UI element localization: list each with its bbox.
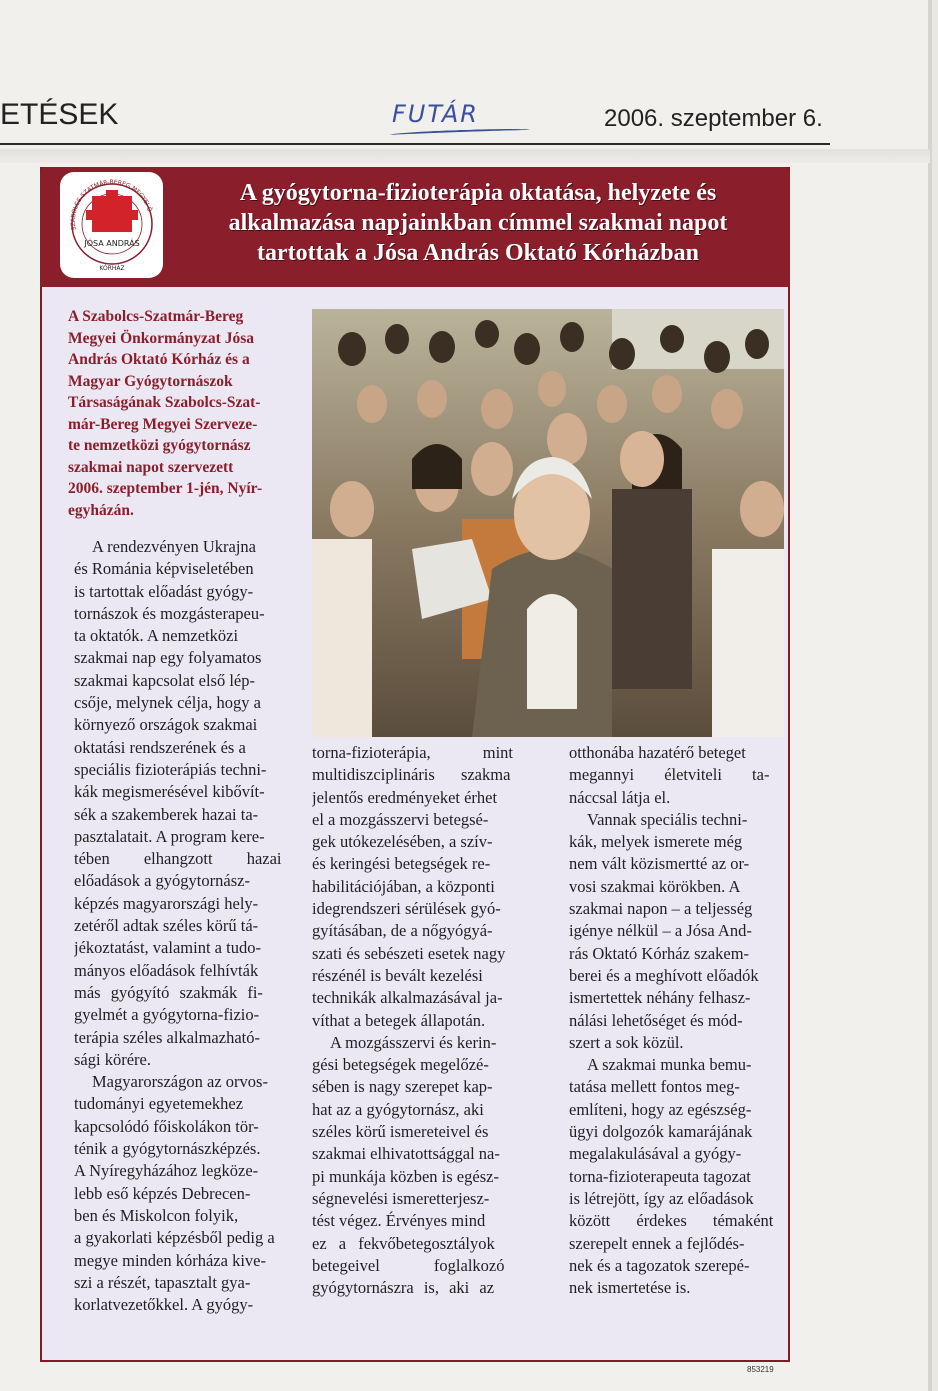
text-line: betegeivel foglalkozó (312, 1255, 505, 1275)
article-headline (172, 178, 784, 268)
text-line: gyógytornászra is, aki az (312, 1278, 495, 1298)
text-line: gési betegségek megelőzé- (312, 1055, 489, 1075)
text-line: sék a szakemberek hazai ta- (74, 804, 259, 824)
text-line: ténik a gyógytornászképzés. (74, 1139, 261, 1159)
text-line: széles körű ismereteivel és (312, 1122, 489, 1142)
text-line: és keringési betegségek re- (312, 854, 491, 874)
text-line: között érdekes témaként (569, 1211, 774, 1231)
text-line: és Románia képviseletében (74, 559, 254, 579)
lead-line: szakmai napot szervezett (68, 458, 234, 476)
text-line: habilitációjában, a központi (312, 876, 495, 896)
logo-name: JÓSA ANDRÁS (84, 239, 140, 248)
text-line: említeni, hogy az egészség- (569, 1099, 752, 1119)
text-line: szakmai kapcsolat első lép- (74, 670, 255, 690)
text-line: nem vált közismertté az or- (569, 854, 750, 874)
text-line: A szakmai munka bemu- (587, 1055, 752, 1075)
text-line: otthonába hazatérő beteget (569, 743, 746, 762)
text-line: tést végez. Érvényes mind (312, 1211, 486, 1231)
text-line: ügyi dolgozók kamarájának (569, 1122, 753, 1142)
lead-line: A Szabolcs-Szatmár-Bereg (68, 308, 244, 325)
text-line: szakmai nap egy folyamatos (74, 648, 262, 668)
text-line: torna-fizioterapeuta tagozat (569, 1166, 751, 1186)
text-line: hat az a gyógytornász, aki (312, 1099, 484, 1119)
text-line: pasztalatait. A program kere- (74, 826, 265, 846)
text-line: berei és a meghívott előadók (569, 965, 759, 985)
text-line: szerepelt ennek a fejlődés- (569, 1233, 745, 1253)
text-line: Vannak speciális techni- (587, 809, 748, 829)
text-line: Magyarországon az orvos- (92, 1072, 268, 1092)
lead-line: Magyar Gyógytornászok (68, 372, 233, 390)
text-line: idegrendszeri sérülések gyó- (312, 899, 501, 919)
text-column-1 (74, 536, 294, 1316)
text-line: sében is nagy szerepet kap- (312, 1077, 493, 1097)
text-line: oktatási rendszerének és a (74, 737, 246, 757)
text-line: korlatvezetőkkel. A gyógy- (74, 1295, 254, 1315)
audience-photo (312, 309, 784, 737)
text-line: pi munkája közben is egész- (312, 1166, 499, 1186)
text-line: szakmai napon – a teljesség (569, 899, 753, 919)
text-line: terápia széles alkalmazható- (74, 1027, 260, 1047)
text-line: gek utókezelésében, a szív- (312, 832, 493, 852)
text-line: nek és a tagozatok szerepé- (569, 1255, 750, 1275)
text-line: gyelmét a gyógytorna-fizio- (74, 1005, 260, 1025)
lead-line: András Oktató Kórház és a (68, 351, 250, 368)
text-line: sági körére. (74, 1049, 151, 1069)
text-line: tornászok és mozgásterapeu- (74, 603, 265, 623)
text-line: jékoztatást, valamint a tudo- (74, 938, 261, 958)
text-line: igénye nélkül – a Jósa And- (569, 921, 752, 941)
text-line: is létrejött, így az előadások (569, 1188, 754, 1208)
article-lead (68, 306, 288, 521)
text-line: zetéről adtak széles körű tá- (74, 916, 259, 936)
text-line: tében elhangzott hazai (74, 849, 282, 869)
text-line: más gyógyító szakmák fi- (74, 982, 263, 1002)
headline-line: tartottak a Jósa András Oktató Kórházban (256, 240, 700, 266)
text-line: ismertettek néhány felhasz- (569, 988, 751, 1008)
text-line: megye minden kórháza kive- (74, 1250, 266, 1270)
text-line: náccsal látja el. (569, 787, 671, 807)
text-line: előadások a gyógytornász- (74, 871, 250, 891)
text-line: kapcsolódó főiskolákon tör- (74, 1116, 259, 1136)
text-line: nek ismertetése is. (569, 1278, 691, 1298)
hospital-logo-icon (60, 172, 163, 278)
text-column-3 (569, 742, 784, 1299)
text-line: speciális fizioterápiás techni- (74, 759, 267, 779)
lead-line: Társaságának Szabolcs-Szat- (68, 394, 261, 411)
text-line: megalakulásával a gyógy- (569, 1144, 742, 1164)
text-line: jelentős eredményeket érhet (312, 787, 498, 807)
text-line: el a mozgásszervi betegsé- (312, 809, 489, 829)
text-line: ben és Miskolcon folyik, (74, 1205, 239, 1225)
lead-line: Megyei Önkormányzat Jósa (68, 329, 254, 347)
text-line: szakmai elhivatottsággal na- (312, 1144, 500, 1164)
header-rule (0, 143, 830, 145)
audience-photo-image (312, 309, 784, 737)
page-edge (928, 0, 932, 1391)
text-line: rás Oktató Kórház szakem- (569, 943, 750, 963)
text-line: lebb eső képzés Debrecen- (74, 1183, 251, 1203)
text-line: nálási lehetőséget és mód- (569, 1010, 743, 1030)
text-line: vosi szakmai körökben. A (569, 876, 741, 896)
text-column-2 (312, 742, 547, 1299)
text-line: kák, melyek ismerete még (569, 832, 743, 852)
text-line: megannyi életviteli ta- (569, 765, 770, 785)
text-line: is tartottak előadást gyógy- (74, 581, 254, 601)
text-line: technikák alkalmazásával ja- (312, 988, 503, 1008)
text-line: A Nyíregyházához legköze- (74, 1161, 259, 1181)
text-line: gyításában, de a nőgyógyá- (312, 921, 493, 941)
issue-date: 2006. szeptember 6. (604, 105, 823, 132)
text-line: torna-fizioterápia, mint (312, 743, 514, 762)
text-line: csője, melynek célja, hogy a (74, 693, 261, 713)
headline-line: alkalmazása napjainkban címmel szakmai napot (228, 210, 728, 236)
headline-line: A gyógytorna-fizioterápia oktatása, helyzete és (239, 180, 717, 206)
text-line: tudományi egyetemekhez (74, 1094, 244, 1114)
text-line: részénél is bevált kezelési (312, 965, 483, 985)
text-line: A mozgásszervi és kerin- (330, 1032, 497, 1052)
text-line: kák megismerésével kibővít- (74, 782, 265, 802)
text-line: szi a részét, tapasztalt gya- (74, 1272, 251, 1292)
lead-line: egyházán. (68, 501, 134, 519)
section-name: ETÉSEK (0, 98, 119, 131)
lead-line: te nemzetközi gyógytornász (68, 437, 251, 454)
text-line: A rendezvényen Ukrajna (92, 537, 257, 556)
hospital-logo (60, 172, 163, 278)
text-line: mányos előadások felhívták (74, 960, 259, 980)
bleed-through-strip (0, 149, 930, 163)
clipping-code: 853219 (747, 1365, 774, 1374)
lead-line: 2006. szeptember 1-jén, Nyír- (68, 480, 263, 497)
text-line: ta oktatók. A nemzetközi (74, 626, 239, 646)
text-line: szati és sebészeti esetek nagy (312, 943, 506, 963)
lead-line: már-Bereg Megyei Szerveze- (68, 415, 258, 433)
logo-arc-text: SZABOLCS-SZATMÁR-BEREG MEGYEI Ö (69, 178, 153, 232)
text-line: ez a fekvőbetegosztályok (312, 1233, 495, 1253)
text-line: multidiszciplináris szakma (312, 765, 511, 785)
text-line: környező országok szakmai (74, 715, 258, 735)
text-line: tatása mellett fontos meg- (569, 1077, 740, 1097)
text-line: szert a sok közül. (569, 1032, 684, 1052)
logo-bottom: KÓRHÁZ (99, 265, 125, 272)
text-line: képzés magyarországi hely- (74, 893, 259, 913)
handwritten-source: FUTÁR (392, 100, 479, 128)
text-line: ségnevelési ismeretterjesz- (312, 1188, 490, 1208)
text-line: a gyakorlati képzésből pedig a (74, 1228, 275, 1248)
text-line: víthat a betegek állapotán. (312, 1010, 486, 1030)
